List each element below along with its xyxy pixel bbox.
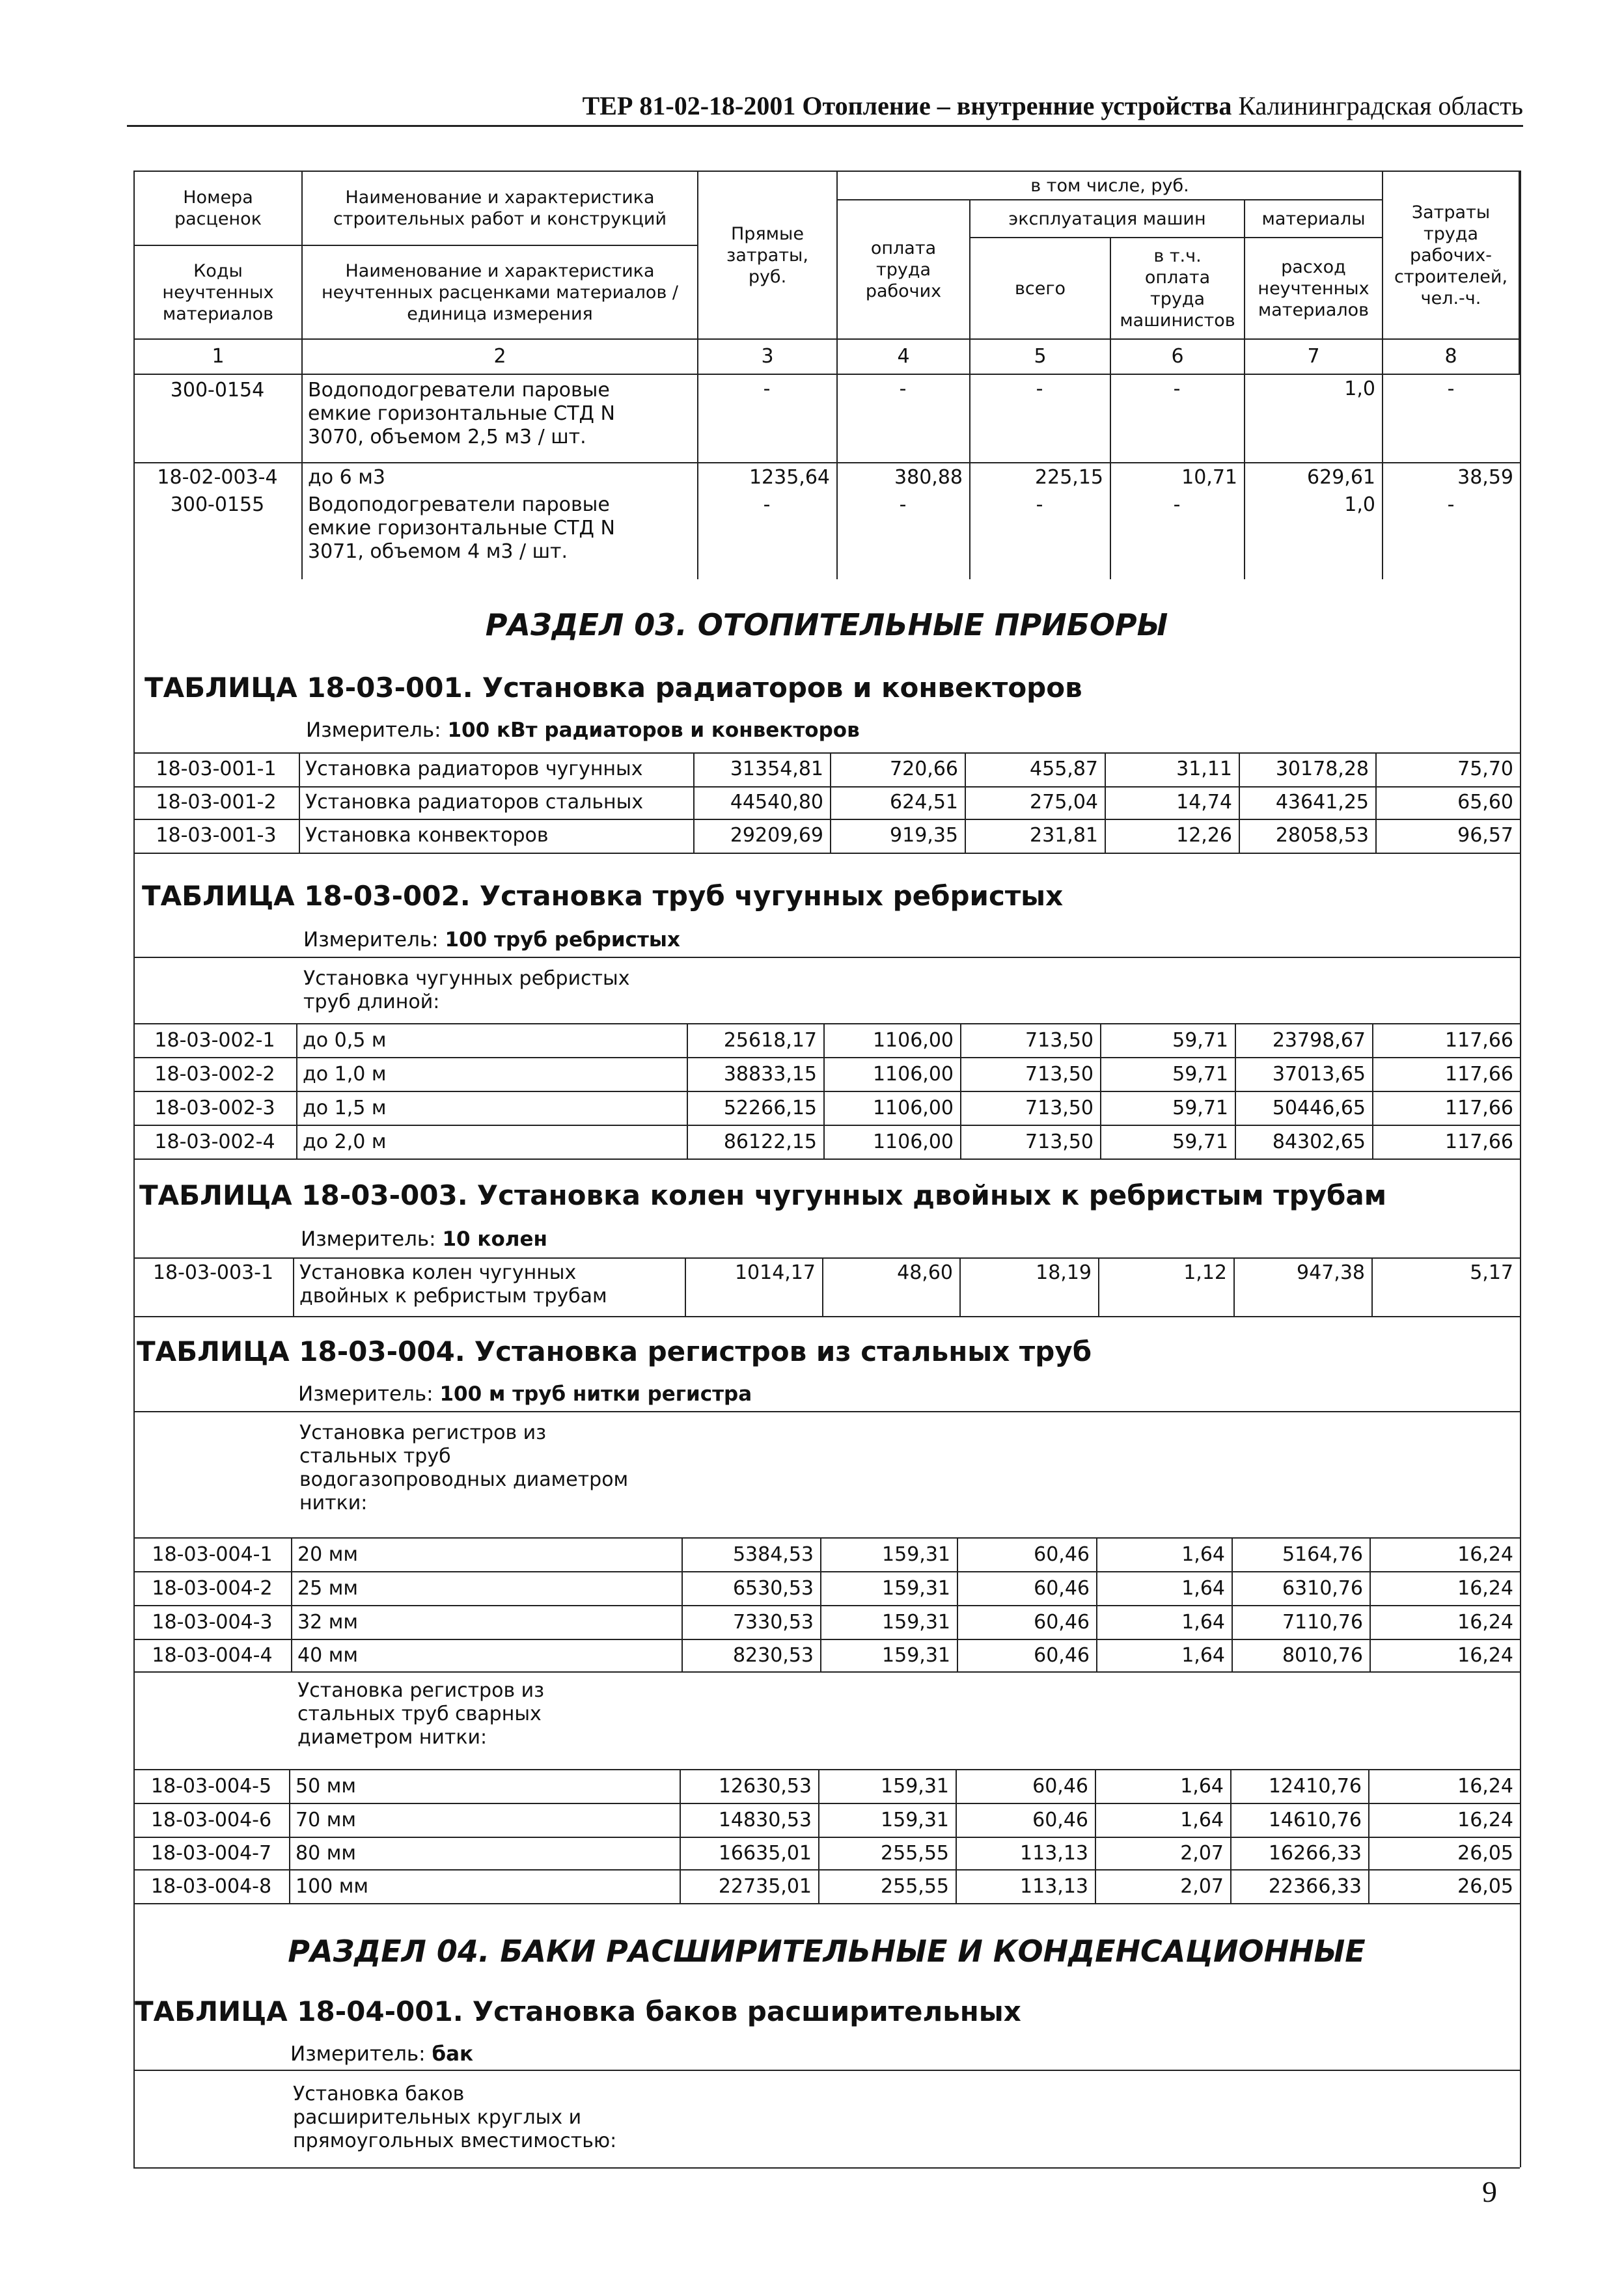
row-value: 1,64 xyxy=(1181,1611,1225,1634)
grid-line xyxy=(133,786,1520,788)
row-code: 18-03-003-1 xyxy=(152,1261,274,1284)
group-heading: Установка чугунных ребристых труб длиной: xyxy=(303,967,630,1013)
row-name: Установка радиаторов чугунных xyxy=(305,758,643,780)
row-value: 1,64 xyxy=(1181,1577,1225,1600)
row-value: 44540,80 xyxy=(730,791,823,814)
row-value: 117,66 xyxy=(1445,1131,1513,1153)
col-header-including: в том числе, руб. xyxy=(836,171,1383,200)
grid-line xyxy=(133,462,1520,463)
row-name: Водоподогреватели паровые емкие горизонтальные СТД N 3070, объемом 2,5 м3 / шт. xyxy=(308,379,615,448)
row-value: 1106,00 xyxy=(872,1029,954,1052)
row-value: 159,31 xyxy=(881,1775,949,1798)
col-header-labor-pay: оплата труда рабочих xyxy=(836,199,970,340)
row-value: 26,05 xyxy=(1457,1842,1513,1865)
meter-value: 100 кВт радиаторов и конвекторов xyxy=(447,719,860,742)
row-value: 2,07 xyxy=(1180,1842,1224,1865)
grid-line xyxy=(133,1091,1520,1092)
row-value: 117,66 xyxy=(1445,1063,1513,1086)
grid-line xyxy=(133,1605,1520,1606)
row-value: 455,87 xyxy=(1030,758,1098,780)
table-title xyxy=(135,1994,1021,2029)
row-value: 113,13 xyxy=(1020,1842,1088,1865)
row-code: 18-03-002-3 xyxy=(154,1097,275,1119)
table-meter xyxy=(301,1226,547,1252)
table-title xyxy=(145,670,1082,706)
table-meter xyxy=(298,1381,752,1407)
row-name: 50 мм xyxy=(296,1775,356,1798)
row-code: 18-03-004-3 xyxy=(152,1611,273,1634)
row-code: 18-03-004-6 xyxy=(150,1809,272,1831)
row-value: 16,24 xyxy=(1457,1775,1513,1798)
row-value: - xyxy=(1036,493,1043,516)
row-code: 18-03-004-1 xyxy=(152,1543,273,1566)
row-value: 275,04 xyxy=(1030,791,1098,814)
row-value: 52266,15 xyxy=(723,1097,817,1119)
row-value: 1,64 xyxy=(1180,1809,1224,1831)
row-value: - xyxy=(1447,377,1455,400)
row-value: 713,50 xyxy=(1025,1131,1094,1153)
table-name: Установка труб чугунных ребристых xyxy=(479,880,1064,912)
row-value: 16266,33 xyxy=(1268,1842,1362,1865)
row-value: 16,24 xyxy=(1457,1543,1513,1566)
grid-line xyxy=(133,1639,1520,1640)
document-header xyxy=(127,87,1523,127)
meter-label: Измеритель: xyxy=(306,719,441,742)
grid-line xyxy=(133,1769,1520,1770)
section-title: РАЗДЕЛ 04. БАКИ РАСШИРИТЕЛЬНЫЕ И КОНДЕНСАЦИОННЫЕ xyxy=(288,1934,1366,1969)
row-value: - xyxy=(1173,493,1181,516)
grid-line xyxy=(133,1537,1520,1539)
grid-line xyxy=(133,2070,1520,2071)
row-value: 60,46 xyxy=(1034,1543,1090,1566)
row-value: 1,64 xyxy=(1181,1543,1225,1566)
row-value: 5,17 xyxy=(1470,1261,1513,1284)
row-name: Установка конвекторов xyxy=(305,824,549,847)
row-value: 1106,00 xyxy=(872,1063,954,1086)
row-name: 20 мм xyxy=(297,1543,358,1566)
meter-value: 10 колен xyxy=(442,1227,547,1251)
row-code: 18-03-001-2 xyxy=(156,791,277,814)
row-name: до 2,0 м xyxy=(303,1131,387,1153)
row-value: 16,24 xyxy=(1457,1577,1513,1600)
col-number: 8 xyxy=(1382,338,1520,375)
row-value: 50446,65 xyxy=(1272,1097,1366,1119)
row-value: 159,31 xyxy=(881,1809,949,1831)
meter-label: Измеритель: xyxy=(290,2042,426,2066)
row-value: 31354,81 xyxy=(730,758,823,780)
grid-line xyxy=(133,957,1520,958)
col-header-direct-costs: Прямые затраты, руб. xyxy=(697,171,838,340)
document-region: Калининградская область xyxy=(1238,91,1523,120)
row-value: 919,35 xyxy=(890,824,958,847)
row-code: 18-03-004-5 xyxy=(150,1775,272,1798)
grid-line xyxy=(133,1411,1520,1412)
frame-right xyxy=(1520,579,1521,2167)
grid-line xyxy=(133,1158,1520,1160)
row-value: 1106,00 xyxy=(872,1131,954,1153)
row-value: 10,71 xyxy=(1181,466,1237,489)
table-meter xyxy=(303,927,680,953)
table-number: ТАБЛИЦА 18-03-001. xyxy=(145,672,473,704)
row-value: 713,50 xyxy=(1025,1029,1094,1052)
row-value: 26,05 xyxy=(1457,1875,1513,1898)
table-number: ТАБЛИЦА 18-04-001. xyxy=(135,1995,463,2027)
row-value: 86122,15 xyxy=(723,1131,817,1153)
grid-line xyxy=(133,819,1520,820)
grid-line xyxy=(133,1316,1520,1317)
row-value: 1014,17 xyxy=(734,1261,816,1284)
row-value: 18,19 xyxy=(1036,1261,1092,1284)
row-value: 7330,53 xyxy=(732,1611,814,1634)
frame-left xyxy=(133,579,135,2167)
row-value: 22366,33 xyxy=(1268,1875,1362,1898)
row-value: 117,66 xyxy=(1445,1029,1513,1052)
row-value: 113,13 xyxy=(1020,1875,1088,1898)
row-value: 8230,53 xyxy=(732,1644,814,1667)
row-value: 12410,76 xyxy=(1268,1775,1362,1798)
document-code: ТЕР 81-02-18-2001 xyxy=(582,91,796,120)
row-code: 300-0154 xyxy=(170,379,265,402)
row-name: до 1,5 м xyxy=(303,1097,387,1119)
row-value: 7110,76 xyxy=(1282,1611,1363,1634)
row-value: 16,24 xyxy=(1457,1611,1513,1634)
row-value: 6530,53 xyxy=(732,1577,814,1600)
row-value: - xyxy=(1036,377,1043,400)
table-number: ТАБЛИЦА 18-03-003. xyxy=(139,1179,468,1211)
row-name: 40 мм xyxy=(297,1644,358,1667)
row-name: Водоподогреватели паровые емкие горизонтальные СТД N 3071, объемом 4 м3 / шт. xyxy=(308,493,615,563)
row-value: 713,50 xyxy=(1025,1097,1094,1119)
row-value: 23798,67 xyxy=(1272,1029,1366,1052)
row-value: 48,60 xyxy=(897,1261,953,1284)
col-header-materials: материалы xyxy=(1244,199,1383,238)
page-number: 9 xyxy=(1482,2175,1497,2208)
row-code: 18-03-004-8 xyxy=(150,1875,272,1898)
col-header-materials-use: расход неучтенных материалов xyxy=(1244,237,1383,340)
row-value: 255,55 xyxy=(881,1875,949,1898)
row-value: - xyxy=(1447,493,1455,516)
row-value: 16635,01 xyxy=(718,1842,812,1865)
row-value: 629,61 xyxy=(1307,466,1375,489)
document-title: Отопление – внутренние устройства xyxy=(802,91,1232,120)
row-value: 84302,65 xyxy=(1272,1131,1366,1153)
row-value: 1235,64 xyxy=(749,466,830,489)
col-number: 3 xyxy=(697,338,838,375)
table-title xyxy=(139,1178,1386,1213)
section-title: РАЗДЕЛ 03. ОТОПИТЕЛЬНЫЕ ПРИБОРЫ xyxy=(485,607,1168,642)
row-value: 1,12 xyxy=(1183,1261,1227,1284)
row-code: 18-03-002-1 xyxy=(154,1029,275,1052)
col-header-machines: эксплуатация машин xyxy=(969,199,1245,238)
table-meter xyxy=(290,2041,473,2067)
row-value: 12,26 xyxy=(1176,824,1232,847)
frame-bottom xyxy=(133,2167,1520,2169)
row-value: 159,31 xyxy=(882,1611,950,1634)
row-value: - xyxy=(763,377,771,400)
row-value: 16,24 xyxy=(1457,1644,1513,1667)
meter-label: Измеритель: xyxy=(301,1227,436,1251)
col-header-material-codes: Коды неучтенных материалов xyxy=(133,245,303,340)
col-number: 4 xyxy=(836,338,970,375)
grid-line xyxy=(133,1125,1520,1126)
row-value: 1,0 xyxy=(1344,493,1375,516)
grid-line xyxy=(133,1803,1520,1804)
row-value: 159,31 xyxy=(882,1543,950,1566)
group-heading: Установка регистров из стальных труб сварных диаметром нитки: xyxy=(297,1679,545,1749)
row-value: 38,59 xyxy=(1457,466,1513,489)
col-header-name: Наименование и характеристика строительных работ и конструкций xyxy=(301,171,698,246)
row-value: 37013,65 xyxy=(1272,1063,1366,1086)
grid-line xyxy=(133,853,1520,854)
row-value: 60,46 xyxy=(1034,1577,1090,1600)
col-number: 1 xyxy=(133,338,303,375)
row-value: 6310,76 xyxy=(1282,1577,1363,1600)
row-value: 22735,01 xyxy=(718,1875,812,1898)
col-header-labor-cost: Затраты труда рабочих- строителей, чел.-ч. xyxy=(1382,171,1520,340)
grid-line xyxy=(133,1571,1520,1572)
row-value: 16,24 xyxy=(1457,1809,1513,1831)
row-value: 65,60 xyxy=(1457,791,1513,814)
row-value: 43641,25 xyxy=(1275,791,1369,814)
row-value: - xyxy=(899,493,907,516)
row-code: 18-03-004-2 xyxy=(152,1577,273,1600)
row-value: - xyxy=(899,377,907,400)
group-heading: Установка регистров из стальных труб водогазопроводных диаметром нитки: xyxy=(299,1421,629,1515)
table-title xyxy=(142,879,1063,914)
grid-line xyxy=(133,1903,1520,1904)
row-value: 28058,53 xyxy=(1275,824,1369,847)
row-name: 100 мм xyxy=(296,1875,369,1898)
table-number: ТАБЛИЦА 18-03-004. xyxy=(137,1336,465,1367)
meter-value: бак xyxy=(432,2042,474,2066)
row-value: 713,50 xyxy=(1025,1063,1094,1086)
row-value: 60,46 xyxy=(1032,1775,1088,1798)
row-value: 59,71 xyxy=(1172,1097,1228,1119)
col-number: 7 xyxy=(1244,338,1383,375)
grid-line xyxy=(133,1057,1520,1058)
row-name: 32 мм xyxy=(297,1611,358,1634)
table-title xyxy=(137,1334,1092,1369)
row-value: 5384,53 xyxy=(732,1543,814,1566)
row-value: 1,64 xyxy=(1181,1644,1225,1667)
row-value: 2,07 xyxy=(1180,1875,1224,1898)
row-value: 96,57 xyxy=(1457,824,1513,847)
row-value: 38833,15 xyxy=(723,1063,817,1086)
col-header-codes: Номера расценок xyxy=(133,171,303,246)
row-value: 947,38 xyxy=(1297,1261,1365,1284)
col-header-material-name: Наименование и характеристика неучтенных расценками материалов / единица измерения xyxy=(301,245,698,340)
row-value: 1106,00 xyxy=(872,1097,954,1119)
row-value: 117,66 xyxy=(1445,1097,1513,1119)
row-value: 31,11 xyxy=(1176,758,1232,780)
row-code: 18-03-001-1 xyxy=(156,758,277,780)
table-number: ТАБЛИЦА 18-03-002. xyxy=(142,880,471,912)
row-value: 225,15 xyxy=(1035,466,1103,489)
col-number: 6 xyxy=(1110,338,1245,375)
grid-line xyxy=(133,1023,1520,1024)
col-number: 5 xyxy=(969,338,1111,375)
row-name: до 0,5 м xyxy=(303,1029,387,1052)
row-code: 18-03-001-3 xyxy=(156,824,277,847)
table-name: Установка радиаторов и конвекторов xyxy=(482,672,1082,704)
row-name: до 1,0 м xyxy=(303,1063,387,1086)
row-value: 14610,76 xyxy=(1268,1809,1362,1831)
grid-line xyxy=(1520,171,1521,579)
row-value: 380,88 xyxy=(894,466,963,489)
row-code: 18-02-003-4 xyxy=(157,466,278,489)
row-value: 60,46 xyxy=(1034,1611,1090,1634)
col-header-machines-total: всего xyxy=(969,237,1111,340)
row-value: 14830,53 xyxy=(718,1809,812,1831)
row-value: - xyxy=(1173,377,1181,400)
row-value: 1,0 xyxy=(1344,377,1375,400)
row-value: 59,71 xyxy=(1172,1131,1228,1153)
row-code: 18-03-002-2 xyxy=(154,1063,275,1086)
row-value: 231,81 xyxy=(1030,824,1098,847)
table-name: Установка баков расширительных xyxy=(472,1995,1021,2027)
row-value: 75,70 xyxy=(1457,758,1513,780)
grid-line xyxy=(133,1869,1520,1871)
row-value: 255,55 xyxy=(881,1842,949,1865)
grid-line xyxy=(133,1257,1520,1259)
row-code: 18-03-004-4 xyxy=(152,1644,273,1667)
table-name: Установка колен чугунных двойных к ребристым трубам xyxy=(476,1179,1387,1211)
row-name: 70 мм xyxy=(296,1809,356,1831)
group-heading: Установка баков расширительных круглых и прямоугольных вместимостью: xyxy=(293,2083,617,2152)
row-name: Установка радиаторов стальных xyxy=(305,791,644,814)
table-name: Установка регистров из стальных труб xyxy=(474,1336,1092,1367)
row-value: 29209,69 xyxy=(730,824,823,847)
meter-value: 100 труб ребристых xyxy=(445,928,680,952)
row-code: 18-03-002-4 xyxy=(154,1131,275,1153)
row-value: 30178,28 xyxy=(1275,758,1369,780)
col-number: 2 xyxy=(301,338,698,375)
row-value: 14,74 xyxy=(1176,791,1232,814)
row-value: 5164,76 xyxy=(1282,1543,1363,1566)
col-header-machinists-pay: в т.ч. оплата труда машинистов xyxy=(1110,237,1245,340)
row-code: 300-0155 xyxy=(170,493,265,516)
row-value: 8010,76 xyxy=(1282,1644,1363,1667)
row-name: 80 мм xyxy=(296,1842,356,1865)
row-value: 159,31 xyxy=(882,1577,950,1600)
grid-line xyxy=(133,752,1520,754)
meter-label: Измеритель: xyxy=(303,928,439,952)
row-name: до 6 м3 xyxy=(308,466,385,489)
row-value: 59,71 xyxy=(1172,1063,1228,1086)
meter-value: 100 м труб нитки регистра xyxy=(439,1382,752,1406)
row-value: 159,31 xyxy=(882,1644,950,1667)
row-name: Установка колен чугунных двойных к ребристым трубам xyxy=(299,1261,607,1308)
row-value: 12630,53 xyxy=(718,1775,812,1798)
table-meter xyxy=(306,717,860,743)
row-value: 1,64 xyxy=(1180,1775,1224,1798)
row-value: 624,51 xyxy=(890,791,958,814)
grid-line xyxy=(133,1671,1520,1673)
row-value: 59,71 xyxy=(1172,1029,1228,1052)
meter-label: Измеритель: xyxy=(298,1382,434,1406)
row-value: 60,46 xyxy=(1032,1809,1088,1831)
row-code: 18-03-004-7 xyxy=(150,1842,272,1865)
grid-line xyxy=(133,1837,1520,1838)
row-name: 25 мм xyxy=(297,1577,358,1600)
row-value: 720,66 xyxy=(890,758,958,780)
row-value: - xyxy=(763,493,771,516)
row-value: 60,46 xyxy=(1034,1644,1090,1667)
row-value: 25618,17 xyxy=(723,1029,817,1052)
